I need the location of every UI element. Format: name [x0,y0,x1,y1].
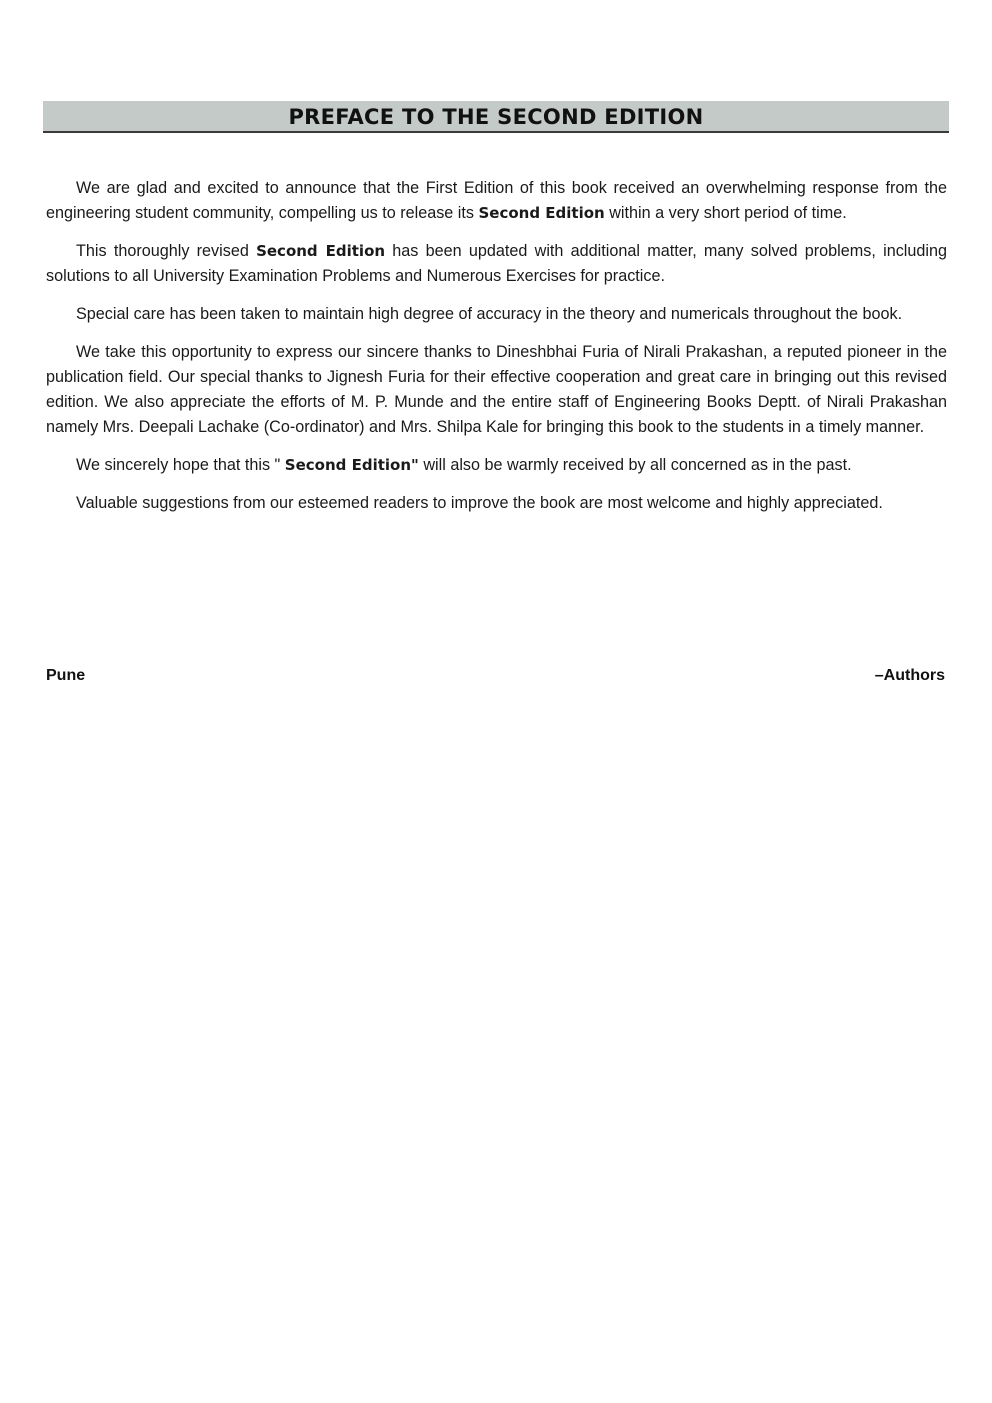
paragraph-6: Valuable suggestions from our esteemed readers to improve the book are most welcome and highly appreciated. [76,494,883,512]
paragraph-3: Special care has been taken to maintain high degree of accuracy in the theory and numericals throughout the book. [76,305,903,323]
signature-place: Pune [46,667,86,684]
paragraph-2-bold: Second Edition [256,242,386,260]
paragraph-2-text-c: has been updated with additional matter, many solved problems, including solutions to all University Examination Problems and Numerous Exercises for practice. [46,242,947,285]
paragraph-4: We take this opportunity to express our sincere thanks to Dineshbhai Furia of Nirali Prakashan, a reputed pioneer in the publication field. Our special thanks to Jignesh Furia for their effective cooperation and great care in bringing out this revised edition. We also appreciate the efforts of M. P. Munde and the entire staff of Engineering Books Deptt. of Nirali Prakashan namely Mrs. Deepali Lachake (Co-ordinator) and Mrs. Shilpa Kale for bringing this book to the students in a timely manner. [46,343,947,436]
signature-authors: –Authors [874,667,945,684]
paragraph-1-text-a: We are glad and excited to announce that the First Edition of this book received an overwhelming response from the engineering student community, compelling us to release its [46,179,947,222]
paragraph-5-bold: Second Edition" [284,456,419,474]
paragraph-1-text-c: within a very short period of time. [604,204,847,222]
paragraph-5-text-c: will also be warmly received by all concerned as in the past. [418,456,852,474]
paragraph-1 [46,176,947,226]
paragraph-2 [46,239,947,289]
paragraph-5 [46,453,947,478]
paragraph-5-text-a: We sincerely hope that this " [76,456,285,474]
preface-body [46,176,947,529]
heading-bar [43,101,949,133]
paragraph-1-bold: Second Edition [478,204,605,222]
paragraph-2-text-a: This thoroughly revised [76,242,257,260]
page-title: PREFACE TO THE SECOND EDITION [288,105,704,129]
